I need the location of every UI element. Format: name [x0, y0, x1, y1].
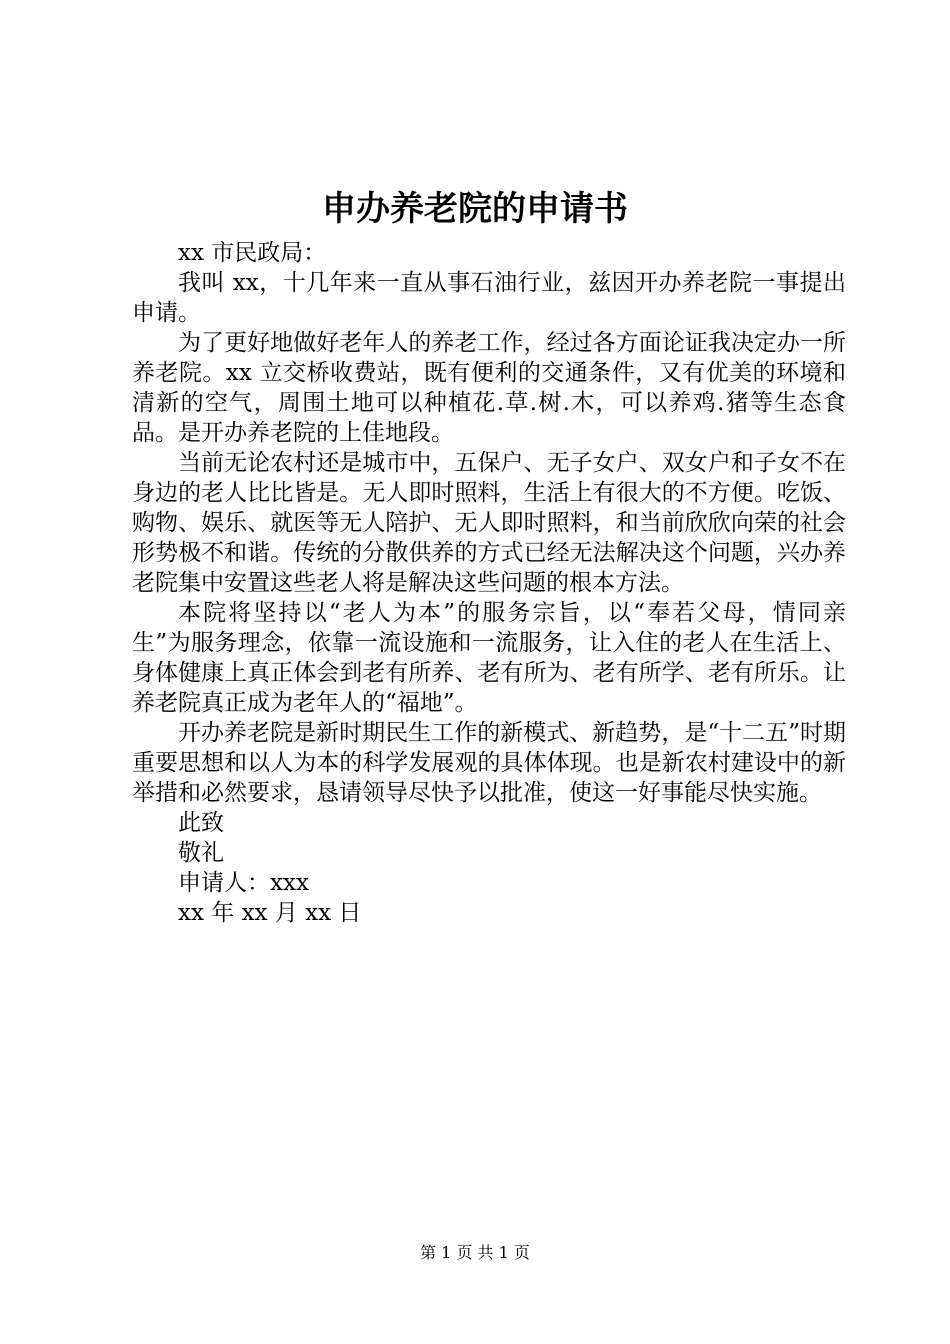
page-number: 第 1 页 共 1 页: [420, 1243, 530, 1262]
paragraph-need: 当前无论农村还是城市中，五保户、无子女户、双女户和子女不在身边的老人比比皆是。无人即时照料，生活上有很大的不方便。吃饭、购物、娱乐、就医等无人陪护、无人即时照料，和当前欣欣向荣的社会形势极不和谐。传统的分散供养的方式已经无法解决这个问题，兴办养老院集中安置这些老人将是解决这些问题的根本方法。: [132, 450, 846, 596]
paragraph-request: 开办养老院是新时期民生工作的新模式、新趋势，是“十二五”时期重要思想和以人为本的科学发展观的具体体现。也是新农村建设中的新举措和必然要求，恳请领导尽快予以批准，使这一好事能尽快实施。: [132, 720, 846, 806]
applicant-line: 申请人：xxx: [178, 870, 309, 896]
paragraph-philosophy: 本院将坚持以“老人为本”的服务宗旨，以“奉若父母，情同亲生”为服务理念，依靠一流设施和一流服务，让入住的老人在生活上、身体健康上真正体会到老有所养、老有所为、老有所学、老有所乐。让养老院真正成为老年人的“福地”。: [132, 600, 846, 716]
date-line: xx 年 xx 月 xx 日: [178, 900, 362, 926]
document-body: [132, 238, 846, 928]
document-title: 申办养老院的申请书: [322, 189, 628, 229]
closing-salute: 敬礼: [178, 840, 224, 866]
paragraph-location: 为了更好地做好老年人的养老工作，经过各方面论证我决定办一所养老院。xx 立交桥收费站，既有便利的交通条件，又有优美的环境和清新的空气，周围土地可以种植花.草.树.木，可以养鸡.猪等生态食品。是开办养老院的上佳地段。: [132, 330, 846, 446]
closing-regards: 此致: [178, 810, 224, 836]
paragraph-intro: 我叫 xx，十几年来一直从事石油行业，兹因开办养老院一事提出申请。: [132, 270, 846, 326]
salutation: xx 市民政局：: [178, 240, 327, 266]
